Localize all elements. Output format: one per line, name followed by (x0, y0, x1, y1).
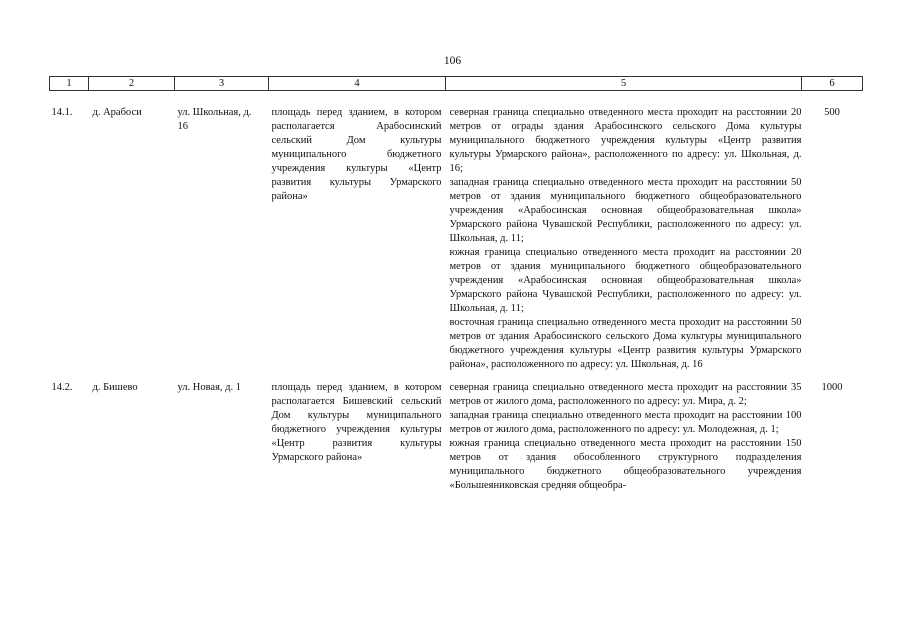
table-row (50, 106, 863, 372)
table-row (50, 381, 863, 493)
address-text: ул. Новая, д. 1 (177, 382, 242, 393)
boundary-east: восточная граница специально отведенного места проходит на расстоянии 50 метров от здания Арабосинского сельского Дома культуры муниципального бюджетного учреждения культуры «Центр развития культуры Урмарского района», расположенного по адресу: ул. Школьная, д. 16 (449, 317, 802, 370)
capacity-value: 500 (824, 107, 840, 118)
address-cell (175, 106, 269, 372)
column-header-3: 3 (175, 77, 269, 91)
boundary-west: западная граница специально отведенного места проходит на расстоянии 50 метров от здания муниципального бюджетного общеобразовательного учреждения «Арабосинская основная общеобразовательная школа» Урмарского района Чувашской Республики, расположенного по адресу: ул. Школьная, д. 11; (449, 177, 802, 244)
page-number: 106 (443, 55, 462, 67)
boundary-north: северная граница специально отведенного места проходит на расстоянии 20 метров от ограды здания Арабосинского сельского Дома культуры муниципального бюджетного учреждения культуры «Центр развития культуры Урмарского района», расположенного по адресу: ул. Школьная, д. 16; (449, 107, 802, 174)
column-header-4: 4 (269, 77, 446, 91)
column-header-2: 2 (89, 77, 175, 91)
boundaries-cell (446, 106, 802, 372)
boundary-south: южная граница специально отведенного места проходит на расстоянии 20 метров от здания муниципального бюджетного общеобразовательного учреждения «Арабосинская основная общеобразовательная школа» Урмарского района Чувашской Республики, расположенного по адресу: ул. Школьная, д. 11; (449, 247, 802, 314)
capacity-value: 1000 (821, 382, 843, 393)
boundary-south: южная граница специально отведенного места проходит на расстоянии 150 метров от здания обособленного структурного подразделения муниципального бюджетного общеобразовательного учреждения «Большеяниковская средняя общеобра- (449, 438, 802, 491)
place-text: площадь перед зданием, в котором располагается Бишевский сельский Дом культуры муниципального бюджетного учреждения культуры «Центр развития культуры Урмарского района» (271, 382, 442, 463)
column-header-5: 5 (446, 77, 802, 91)
row-number: 14.1. (51, 107, 73, 118)
settlement-name: д. Арабоси (92, 107, 142, 118)
boundaries-cell (446, 381, 802, 493)
row-number: 14.2. (51, 382, 73, 393)
address-text: ул. Школьная, д. 16 (177, 107, 252, 132)
document-table (49, 76, 863, 493)
column-header-1: 1 (50, 77, 89, 91)
address-cell (175, 381, 269, 493)
boundary-north: северная граница специально отведенного места проходит на расстоянии 35 метров от жилого дома, расположенного по адресу: ул. Мира, д. 2; (449, 382, 802, 407)
boundary-west: западная граница специально отведенного места проходит на расстоянии 100 метров от жилого дома, расположенного по адресу: ул. Молодежная, д. 1; (449, 410, 802, 435)
settlement-name: д. Бишево (92, 382, 138, 393)
column-header-6: 6 (802, 77, 863, 91)
table-header-row (50, 77, 863, 91)
place-description (269, 106, 446, 372)
place-description (269, 381, 446, 493)
place-text: площадь перед зданием, в котором располагается Арабосинский сельский Дом культуры муниципального бюджетного учреждения культуры «Центр развития культуры Урмарского района» (271, 107, 442, 202)
